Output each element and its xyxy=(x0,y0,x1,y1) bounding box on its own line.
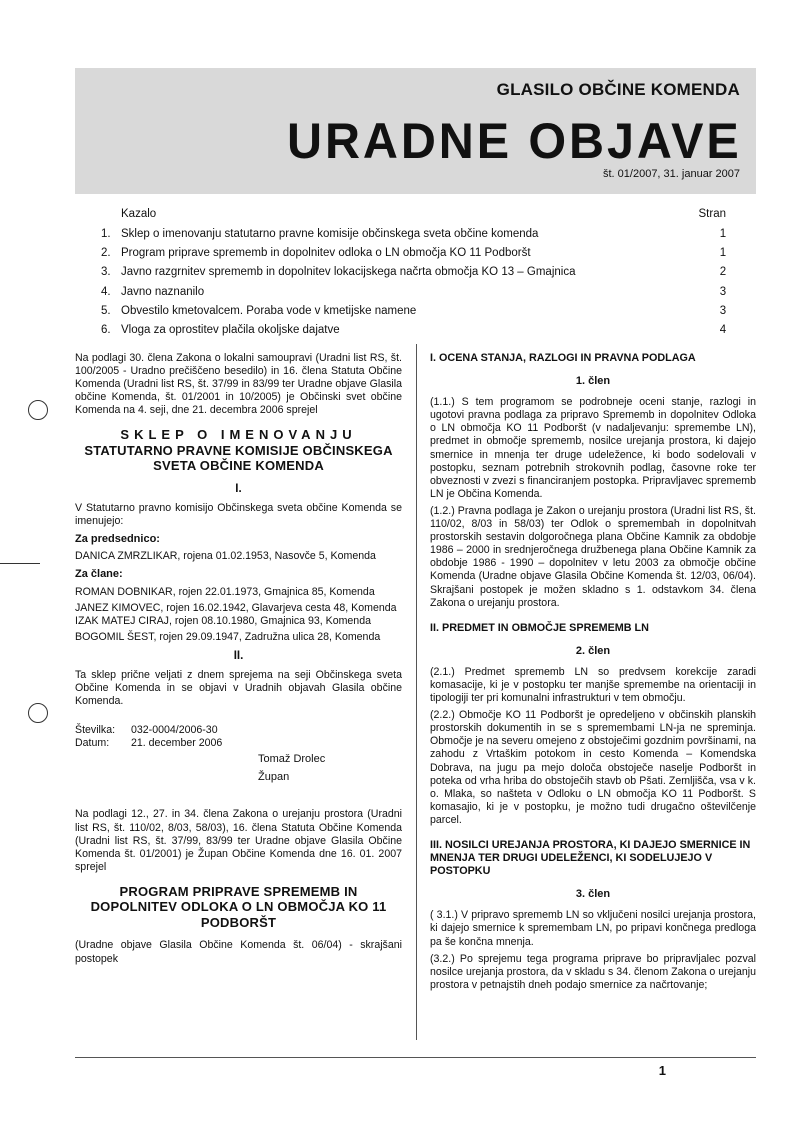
decision-title-line2: STATUTARNO PRAVNE KOMISIJE OBČINSKEGA SVETA OBČINE KOMENDA xyxy=(84,442,393,474)
decision-title-line1: SKLEP O IMENOVANJU xyxy=(120,427,357,443)
table-of-contents xyxy=(88,208,738,343)
paragraph: (1.2.) Pravna podlaga je Zakon o urejanju prostora (Uradni list RS, št. 110/02, 8/03 in 58/03) ter Odlok o spremembah in dopolnitvah prostorskih sestavin dolgoročnega plana Občine Kamnik za obdobje 1986 – 2000 in srednjeročnega družbenega plana Občine Kamnik za obdobje 1986 - 1990 – dopolnitev v letu 2003 za območje občine Komenda (Uradne objave Glasila Občine Komenda št. 12/03, 06/04). Skrajšani postopek je možen skladno s 1. odstavkom 34. člena Zakona o urejanju prostora. xyxy=(430,504,756,609)
article-heading: 1. člen xyxy=(575,375,611,388)
punch-hole-icon xyxy=(28,400,48,420)
decision-title xyxy=(75,427,402,474)
paragraph: (1.1.) S tem programom se podrobneje oceni stanje, razlogi in ugotovi pravna podlaga za pripravo Sprememb in dopolnitev Odloka o LN območja KO 11 Podboršt (v nadaljevanju: spremembe LN), predmet in območje sprememb, nosilce urejanja prostora, ki dajejo smernice in mnenja ter druge udeležence, ki bodo sodelovali v postopku, seznam potrebnih strokovnih podlag, časovne roke ter obveznosti v zvezi s financiranjem postopka. Pripravljavec sprememb LN je Občina Komenda. xyxy=(430,396,756,500)
paragraph: ( 3.1.) V pripravo sprememb LN so vključeni nosilci urejanja prostora, ki dajejo smernice k spremembam LN, po pripavi končnega predloga pa še končna mnenja. xyxy=(430,909,756,948)
toc-item-number: 5. xyxy=(101,304,111,317)
page-number: 1 xyxy=(658,1063,666,1078)
section-number: II. xyxy=(233,649,244,662)
publisher-name: GLASILO OBČINE KOMENDA xyxy=(496,80,740,99)
left-column xyxy=(75,352,402,970)
paragraph: (Uradne objave Glasila Občine Komenda št. 06/04) - skrajšani postopek xyxy=(75,939,402,965)
member-entry: BOGOMIL ŠEST, rojen 29.09.1947, Zadružna ulica 28, Komenda xyxy=(75,630,381,643)
toc-item-title: Vloga za oprostitev plačila okoljske dajatve xyxy=(121,323,340,336)
reference-number xyxy=(75,724,402,737)
reference-label: Številka: xyxy=(75,724,116,737)
toc-item-title: Obvestilo kmetovalcem. Poraba vode v kmetijske namene xyxy=(121,304,417,317)
legal-basis-paragraph: Na podlagi 12., 27. in 34. člena Zakona o urejanju prostora (Uradni list RS, št. 110/02, 8/03, 58/03), 16. člena Statuta Občine Komenda (Uradni list RS, št. 37/99, 83/99 ter Uradne objave Glasila Občine Komenda št. 01/2001) je Župan Občine Komenda dne 16. 01. 2007 sprejel xyxy=(75,808,402,873)
toc-item[interactable] xyxy=(88,324,738,343)
fold-mark xyxy=(0,563,40,564)
toc-item[interactable] xyxy=(88,305,738,324)
member-entry: JANEZ KIMOVEC, rojen 16.02.1942, Glavarjeva cesta 48, Komenda xyxy=(75,601,397,614)
article-heading: 3. člen xyxy=(575,888,611,901)
toc-item-number: 4. xyxy=(101,285,111,298)
toc-item[interactable] xyxy=(88,247,738,266)
toc-item-number: 6. xyxy=(101,323,111,336)
punch-hole-icon xyxy=(28,703,48,723)
toc-page-heading: Stran xyxy=(698,208,726,220)
toc-item[interactable] xyxy=(88,228,738,247)
member-entry: IZAK MATEJ CIRAJ, rojen 08.10.1980, Gmajnica 93, Komenda xyxy=(75,614,371,627)
paragraph: (2.1.) Predmet sprememb LN so predvsem korekcije zaradi komasacije, ki je v postopku ter manjše spremembe na orientaciji in tipologiji ter pri komunalni infrastrukturi v tem območju. xyxy=(430,665,756,705)
right-column xyxy=(430,352,756,996)
signer-name: Tomaž Drolec xyxy=(258,753,326,766)
column-divider xyxy=(416,344,417,1040)
footer-rule xyxy=(75,1057,756,1058)
members-label: Za člane: xyxy=(75,568,123,581)
program-title: PROGRAM PRIPRAVE SPREMEMB IN DOPOLNITEV ODLOKA O LN OBMOČJA KO 11 PODBORŠT xyxy=(90,883,387,930)
reference-value: 032-0004/2006-30 xyxy=(131,724,218,737)
date-value: 21. december 2006 xyxy=(131,737,223,750)
toc-item-number: 1. xyxy=(101,228,111,240)
section-heading: II. PREDMET IN OBMOČJE SPREMEMB LN xyxy=(430,621,649,634)
publication-title: URADNE OBJAVE xyxy=(287,113,742,169)
paragraph: Ta sklep prične veljati z dnem sprejema na seji Občinskega sveta Občine Komenda in se objavi v Uradnih objavah Glasila občine Komenda. xyxy=(75,669,402,708)
paragraph: (3.2.) Po sprejemu tega programa priprave bo pripravljalec pozval nosilce urejanja prostora, da v skladu s 34. členom Zakona o urejanju prostora v petnajstih dneh podajo smernice za načrtovanje; xyxy=(430,952,756,991)
toc-item[interactable] xyxy=(88,266,738,285)
president-label: Za predsednico: xyxy=(75,533,160,546)
president-entry: DANICA ZMRZLIKAR, rojena 01.02.1953, Nasovče 5, Komenda xyxy=(75,550,376,563)
toc-item-page: 1 xyxy=(719,228,727,240)
section-heading: I. OCENA STANJA, RAZLOGI IN PRAVNA PODLAGA xyxy=(430,352,696,364)
toc-heading: Kazalo xyxy=(121,208,157,220)
toc-item-number: 3. xyxy=(101,266,111,279)
legal-basis-paragraph: Na podlagi 30. člena Zakona o lokalni samoupravi (Uradni list RS, št. 100/2005 - Uradno prečiščeno besedilo) in 16. člena Statuta Občine Komenda (Uradni list RS, št. 37/99 in 83/99 ter Uradne objave Glasila občine Komenda, št. 01/2001 in 10/2005) je Občinski svet občine Komenda na 4. seji, dne 21. decembra 2006 sprejel xyxy=(75,352,402,417)
toc-item-number: 2. xyxy=(101,247,111,260)
article-heading: 2. člen xyxy=(575,644,611,657)
date-label: Datum: xyxy=(75,737,110,750)
toc-item-title: Sklep o imenovanju statutarno pravne komisije občinskega sveta občine komenda xyxy=(121,228,539,240)
toc-item-page: 4 xyxy=(719,323,727,336)
toc-item-page: 1 xyxy=(719,247,727,260)
signer-role: Župan xyxy=(258,771,290,784)
masthead xyxy=(75,68,756,194)
toc-item[interactable] xyxy=(88,286,738,305)
member-entry: ROMAN DOBNIKAR, rojen 22.01.1973, Gmajnica 85, Komenda xyxy=(75,585,375,598)
paragraph: (2.2.) Območje KO 11 Podboršt je opredeljeno v občinskih planskih prostorskih dokumentih in se s spremembami LN-ja ne spreminja. Območje je na severu omejeno z obstoječimi gozdnim površinami, na zahodu z Vrtaškim potokom in cesto Komenda – Komendska Dobrava, na jugu pa mejo določa obstoječe naselje Podboršt in poteka od vrha hriba do obstoječih stavb ob Pšati. Zemljišča, vsa v k. o. Mlaka, so našteta v Odloku o LN območja KO 11 Podboršt. S komasajio, ki je v postopku, je možno tudi drugačno oštevilčenje parcel. xyxy=(430,709,756,826)
toc-item-title: Javno naznanilo xyxy=(121,285,205,298)
document-date xyxy=(75,737,402,750)
toc-item-title: Javno razgrnitev sprememb in dopolnitev lokacijskega načrta območja KO 13 – Gmajnica xyxy=(121,266,576,279)
toc-item-title: Program priprave sprememb in dopolnitev odloka o LN območja KO 11 Podboršt xyxy=(121,247,531,260)
toc-item-page: 3 xyxy=(719,285,727,298)
toc-item-page: 2 xyxy=(719,266,727,279)
section-number: I. xyxy=(235,482,242,495)
issue-date: št. 01/2007, 31. januar 2007 xyxy=(603,168,740,180)
toc-item-page: 3 xyxy=(719,304,727,317)
signature-block xyxy=(258,750,402,786)
section-heading: III. NOSILCI UREJANJA PROSTORA, KI DAJEJO SMERNICE IN MNENJA TER DRUGI UDELEŽENCI, KI SODELUJEJO V POSTOPKU xyxy=(430,839,751,878)
paragraph: V Statutarno pravno komisijo Občinskega sveta občine Komenda se imenujejo: xyxy=(75,502,402,528)
toc-header xyxy=(121,208,726,228)
